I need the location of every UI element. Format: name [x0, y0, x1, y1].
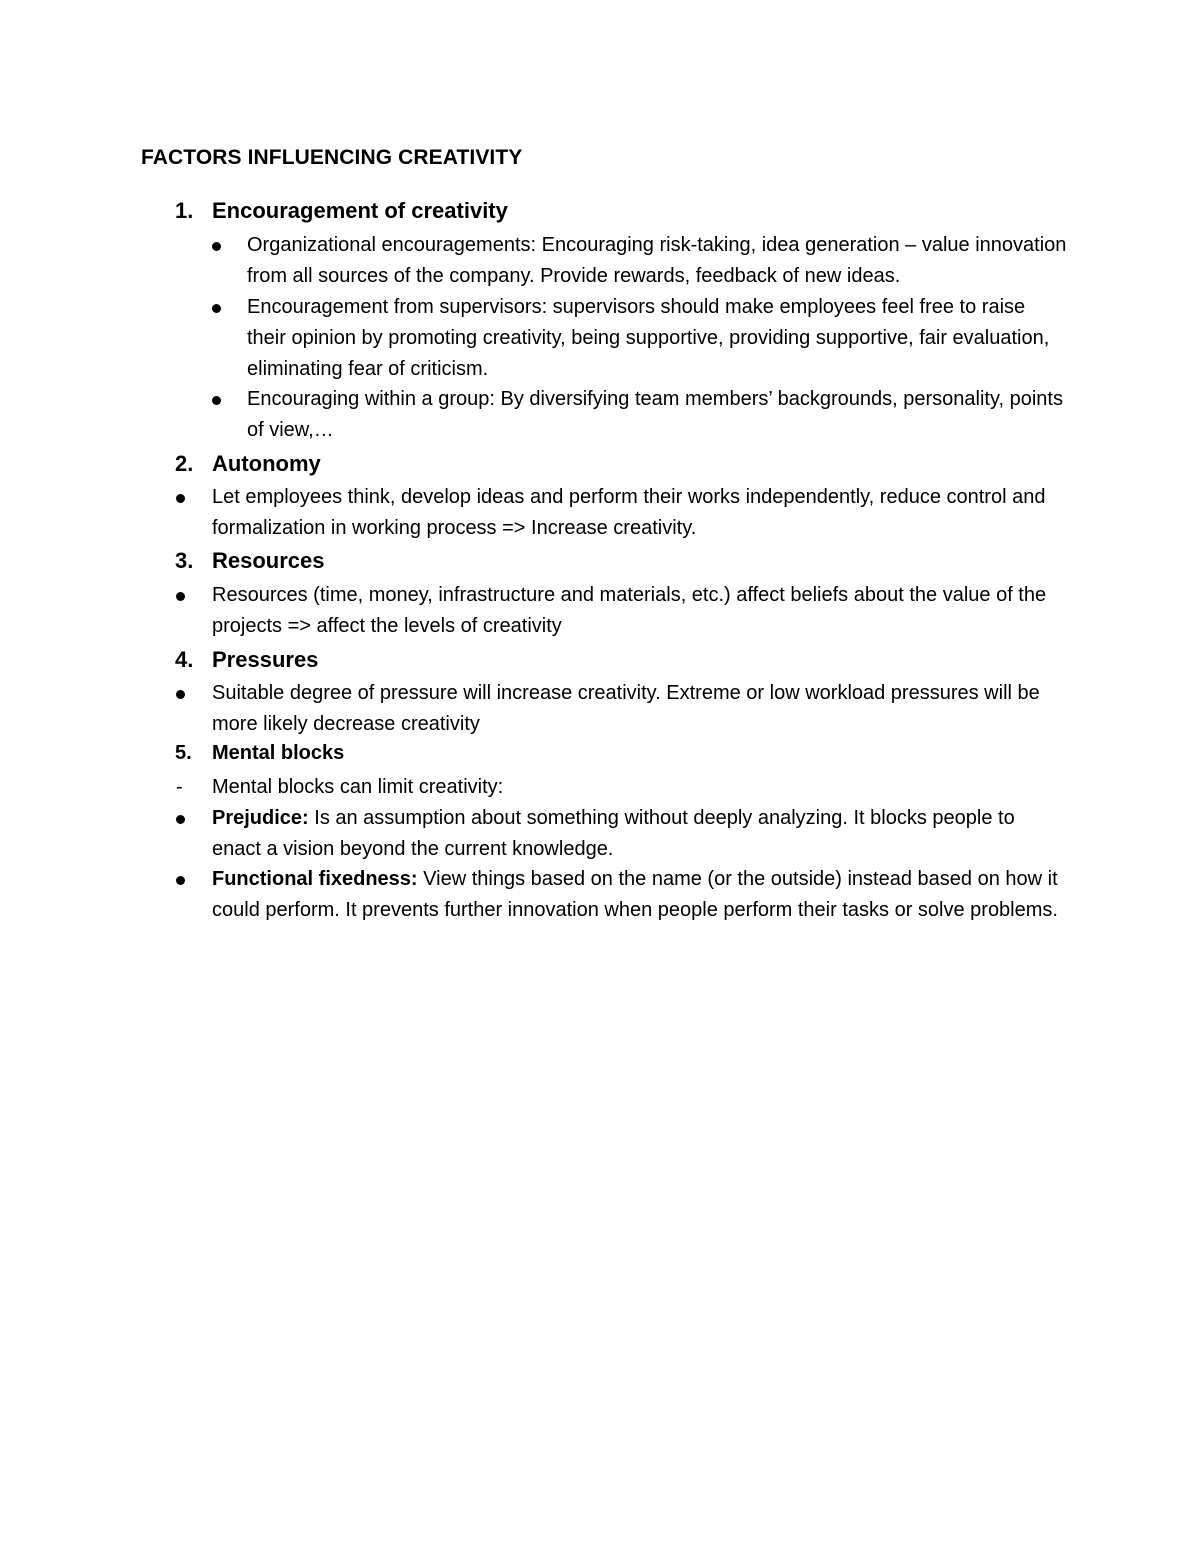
section-title: Autonomy — [212, 451, 321, 476]
section-title: Encouragement of creativity — [212, 198, 508, 223]
list-item: Encouragement from supervisors: supervisors should make employees feel free to raise their opinion by promoting creativity, being supportive, providing supportive, fair evaluation, eliminating fear of criticism. — [247, 296, 1050, 380]
bullet-icon — [176, 678, 185, 709]
list-item — [212, 803, 1062, 865]
list-item — [212, 864, 1062, 926]
document-title: FACTORS INFLUENCING CREATIVITY — [141, 146, 523, 169]
list-item: Organizational encouragements: Encouraging risk-taking, idea generation – value innovation from all sources of the company. Provide rewards, feedback of new ideas. — [247, 234, 1067, 287]
list-item: Let employees think, develop ideas and perform their works independently, reduce control and formalization in working process => Increase creativity. — [212, 486, 1046, 539]
section-number: 2. — [175, 451, 194, 476]
section-heading-1 — [175, 198, 508, 224]
section-heading-4 — [175, 647, 318, 673]
list-item: Suitable degree of pressure will increase creativity. Extreme or low workload pressures will be more likely decrease creativity — [212, 682, 1040, 735]
section-heading-3 — [175, 548, 325, 574]
section-heading-2 — [175, 451, 321, 477]
bullet-icon — [212, 230, 221, 261]
section-number: 5. — [175, 742, 192, 764]
term-text: Is an assumption about something without deeply analyzing. It blocks people to enact a vision beyond the current knowledge. — [212, 807, 1015, 860]
section-number: 4. — [175, 647, 194, 672]
term-label: Functional fixedness: — [212, 868, 418, 890]
bullet-icon — [212, 292, 221, 323]
section-title: Resources — [212, 548, 325, 573]
dash-marker: - — [176, 776, 183, 798]
section-title: Mental blocks — [212, 742, 345, 764]
bullet-icon — [176, 580, 185, 611]
term-label: Prejudice: — [212, 807, 309, 829]
section-number: 1. — [175, 198, 194, 223]
list-item: Encouraging within a group: By diversifying team members’ backgrounds, personality, points of view,… — [247, 388, 1063, 441]
bullet-icon — [176, 803, 185, 834]
list-item: Resources (time, money, infrastructure and materials, etc.) affect beliefs about the value of the projects => affect the levels of creativity — [212, 584, 1047, 637]
list-item: Mental blocks can limit creativity: — [212, 776, 504, 798]
section-number: 3. — [175, 548, 194, 573]
bullet-icon — [212, 384, 221, 415]
section-title: Pressures — [212, 647, 319, 672]
bullet-icon — [176, 482, 185, 513]
section-heading-5 — [175, 742, 344, 765]
term-text: View things based on the name (or the outside) instead based on how it could perform. It prevents further innovation when people perform their tasks or solve problems. — [212, 868, 1058, 921]
bullet-icon — [176, 864, 185, 895]
